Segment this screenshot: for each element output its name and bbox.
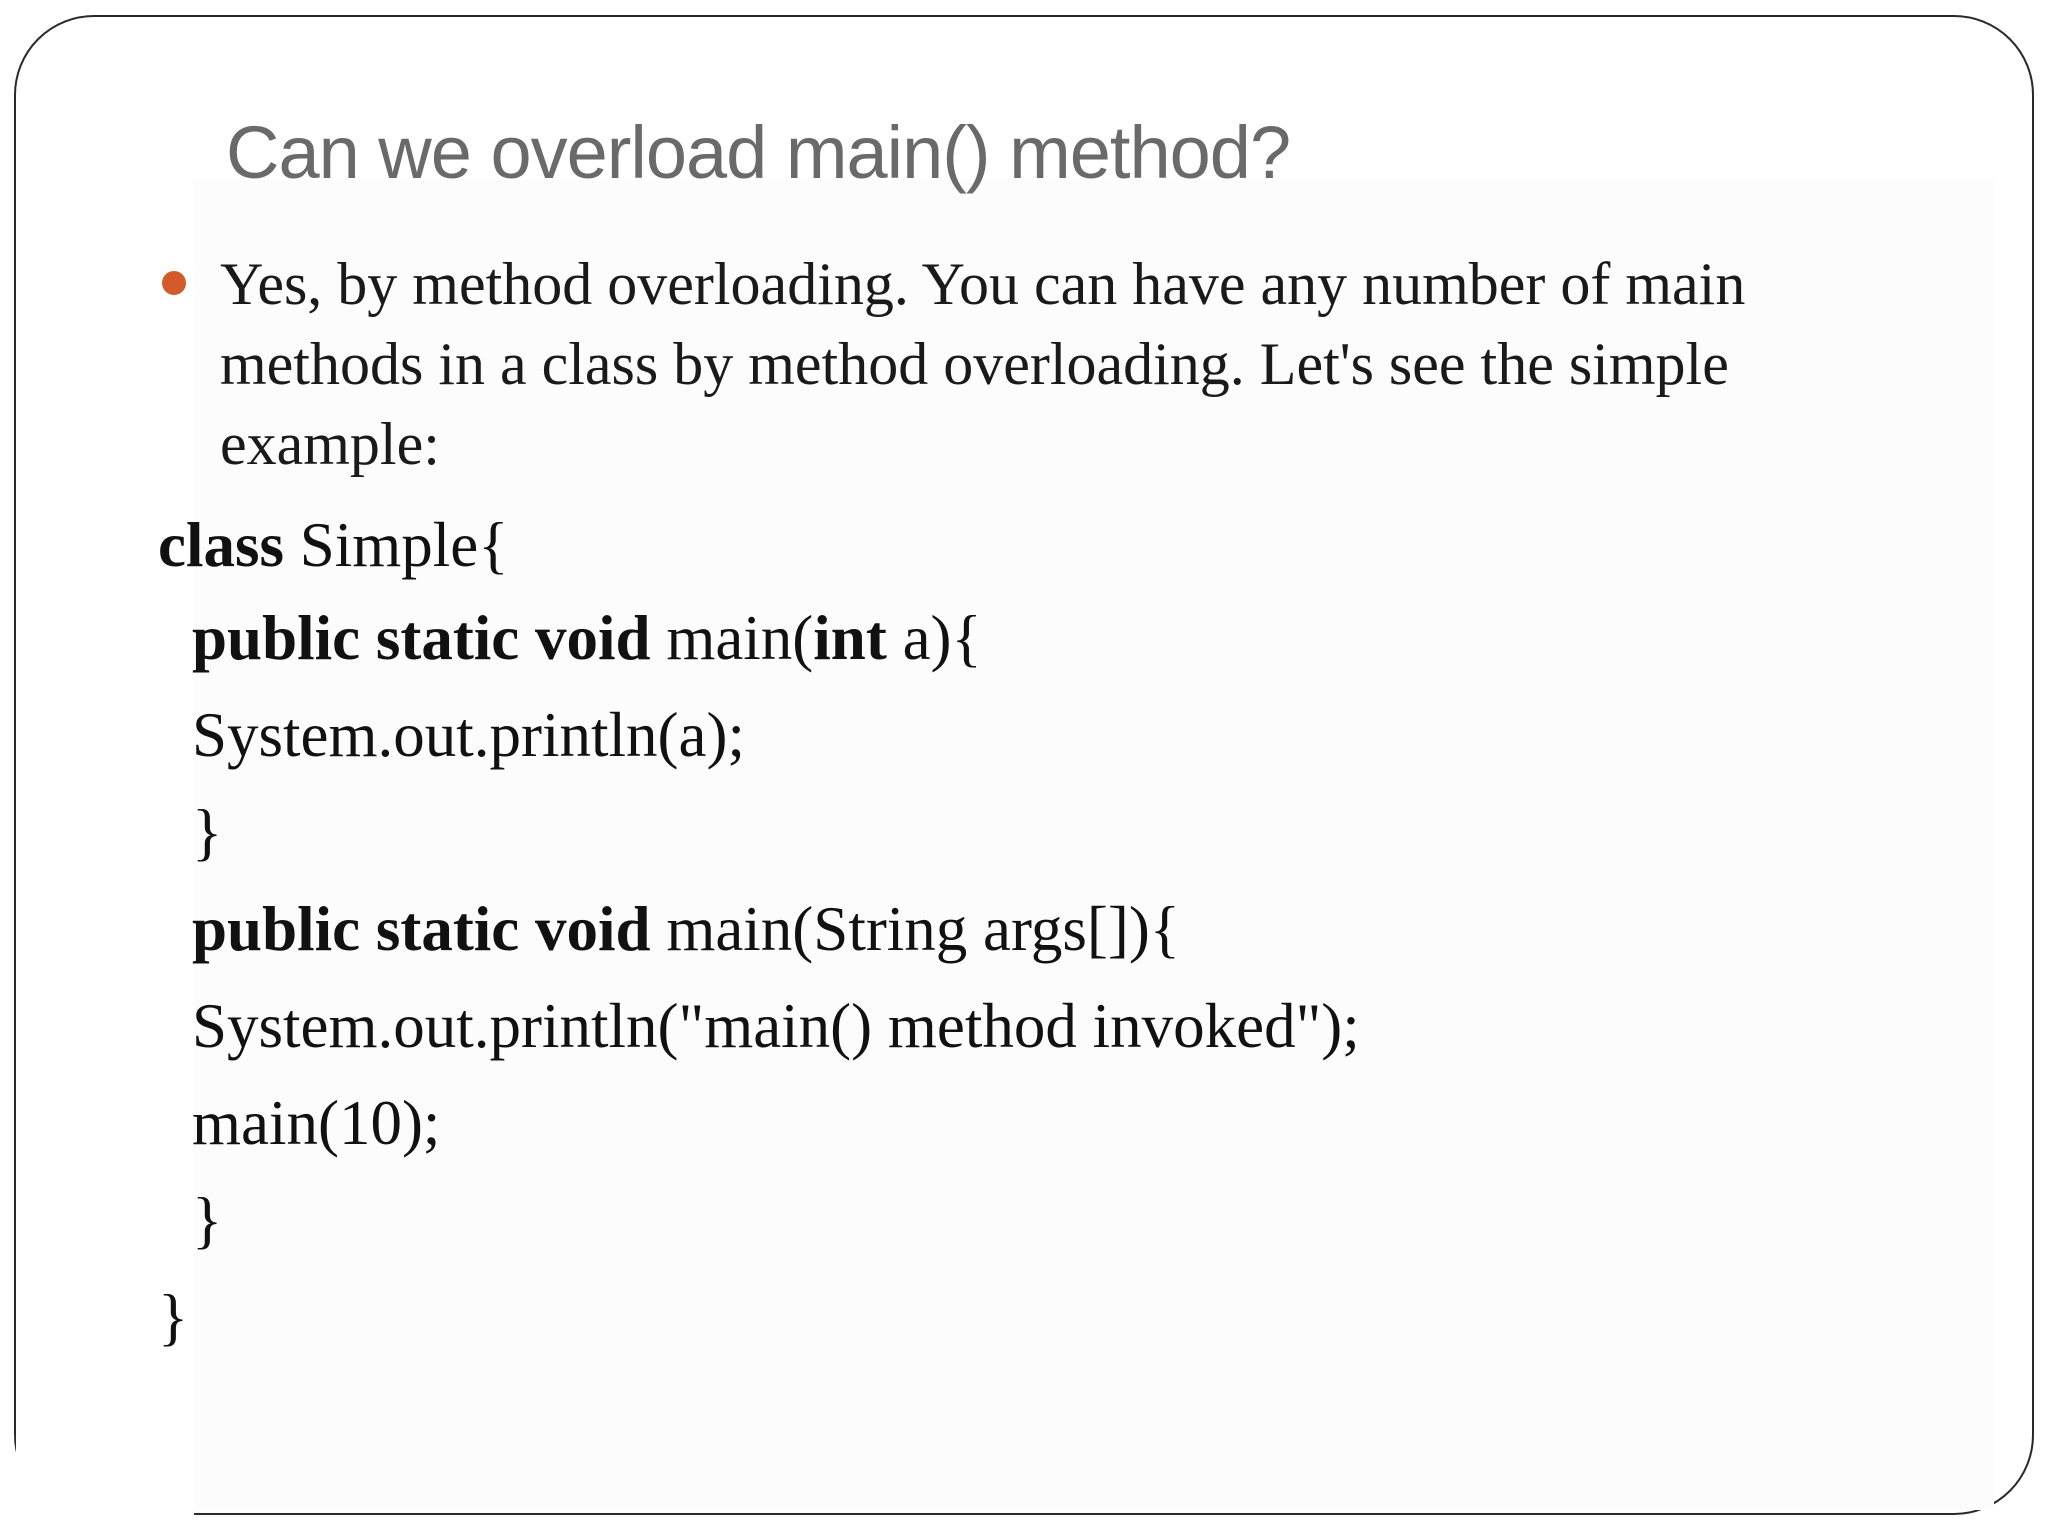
code-text: } — [192, 797, 223, 867]
code-text: } — [158, 1282, 189, 1352]
code-text: main(String args[]){ — [650, 894, 1181, 964]
bullet-text: Yes, by method overloading. You can have any number of main methods in a class by method overloading. Let's see the simple example: — [220, 251, 1746, 477]
code-line — [158, 784, 1360, 881]
code-line — [158, 978, 1360, 1075]
bullet-dot-icon — [162, 271, 186, 295]
code-text: } — [192, 1185, 223, 1255]
code-line — [158, 1269, 1360, 1366]
code-block — [158, 500, 1360, 1366]
code-text: Simple{ — [284, 510, 509, 580]
code-line — [158, 500, 1360, 590]
code-text: a){ — [886, 603, 982, 673]
code-line — [158, 1172, 1360, 1269]
code-keyword: public static void — [192, 603, 651, 673]
code-text: System.out.println("main() method invoked"); — [192, 991, 1360, 1061]
code-keyword: class — [158, 510, 284, 580]
code-line — [158, 881, 1360, 978]
code-keyword: public static void — [192, 894, 651, 964]
code-line — [158, 590, 1360, 687]
code-text: System.out.println(a); — [192, 700, 745, 770]
slide-title: Can we overload main() method? — [226, 111, 1291, 194]
code-line — [158, 687, 1360, 784]
code-text: main(10); — [192, 1088, 441, 1158]
code-text: main( — [650, 603, 814, 673]
code-line — [158, 1075, 1360, 1172]
code-keyword: int — [813, 603, 887, 673]
